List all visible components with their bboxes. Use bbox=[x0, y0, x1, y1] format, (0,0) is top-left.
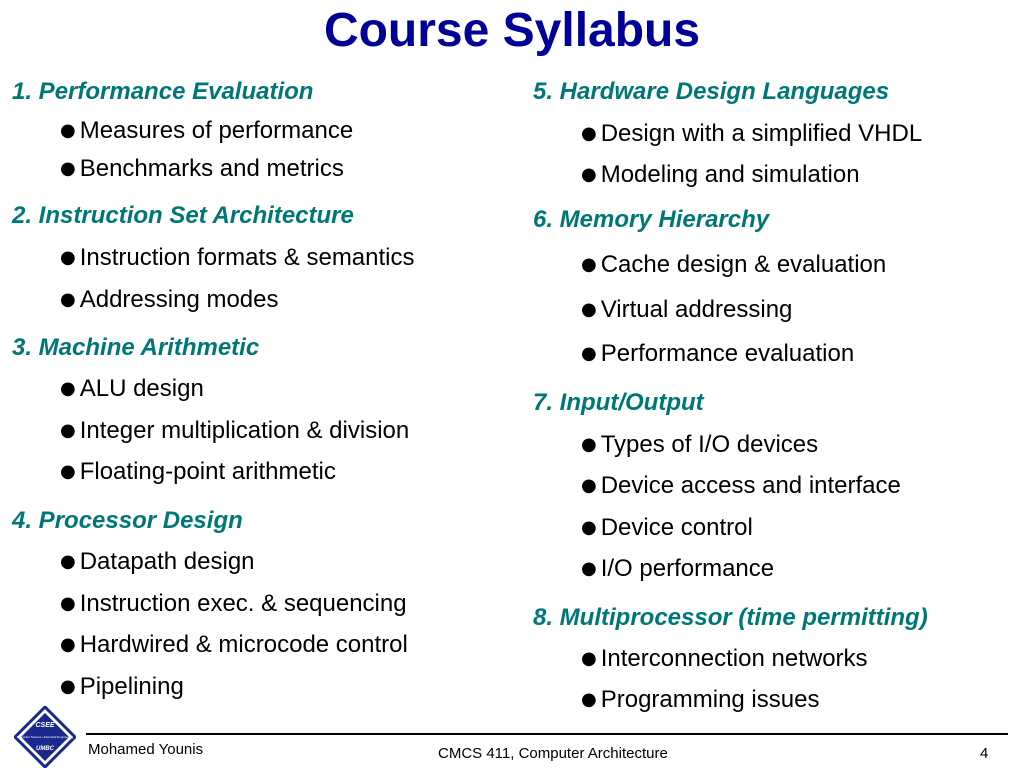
page-title: Course Syllabus bbox=[323, 4, 701, 57]
list-item: ● I/O performance bbox=[581, 555, 775, 582]
section-heading-5: 5. Hardware Design Languages bbox=[533, 78, 890, 105]
bullet-icon: ● bbox=[581, 123, 597, 144]
section-heading-6: 6. Memory Hierarchy bbox=[533, 206, 770, 233]
bullet-icon: ● bbox=[60, 378, 76, 399]
list-item: ● Programming issues bbox=[581, 686, 820, 713]
list-item: ● Virtual addressing bbox=[581, 296, 793, 323]
list-item: ● Modeling and simulation bbox=[581, 161, 860, 188]
footer-course: CMCS 411, Computer Architecture bbox=[438, 745, 668, 762]
bullet-icon: ● bbox=[60, 551, 76, 572]
svg-text:CSEE: CSEE bbox=[35, 722, 55, 729]
svg-text:Computer Science • Electrical: Computer Science • Electrical Engineering bbox=[16, 735, 74, 739]
bullet-icon: ● bbox=[60, 634, 76, 655]
bullet-icon: ● bbox=[60, 120, 76, 141]
bullet-icon: ● bbox=[581, 648, 597, 669]
list-item: ● Benchmarks and metrics bbox=[60, 155, 344, 182]
bullet-icon: ● bbox=[581, 517, 597, 538]
footer-divider bbox=[86, 733, 1008, 735]
list-item: ● Design with a simplified VHDL bbox=[581, 120, 923, 147]
list-item: ● Device control bbox=[581, 514, 753, 541]
bullet-icon: ● bbox=[581, 164, 597, 185]
section-heading-1: 1. Performance Evaluation bbox=[12, 78, 314, 105]
bullet-icon: ● bbox=[581, 343, 597, 364]
list-item: ● Instruction exec. & sequencing bbox=[60, 590, 407, 617]
bullet-icon: ● bbox=[581, 254, 597, 275]
bullet-icon: ● bbox=[60, 247, 76, 268]
section-heading-3: 3. Machine Arithmetic bbox=[12, 334, 260, 361]
bullet-icon: ● bbox=[581, 558, 597, 579]
umbc-csee-logo-icon bbox=[14, 706, 76, 768]
bullet-icon: ● bbox=[60, 461, 76, 482]
list-item: ● Floating-point arithmetic bbox=[60, 458, 336, 485]
list-item: ● Addressing modes bbox=[60, 286, 279, 313]
footer-author: Mohamed Younis bbox=[88, 741, 204, 758]
list-item: ● Device access and interface bbox=[581, 472, 901, 499]
list-item: ● Integer multiplication & division bbox=[60, 417, 410, 444]
list-item: ● Types of I/O devices bbox=[581, 431, 819, 458]
bullet-icon: ● bbox=[581, 475, 597, 496]
bullet-icon: ● bbox=[581, 299, 597, 320]
list-item: ● Cache design & evaluation bbox=[581, 251, 887, 278]
page-number: 4 bbox=[980, 745, 989, 762]
svg-text:UMBC: UMBC bbox=[36, 746, 54, 752]
list-item: ● Datapath design bbox=[60, 548, 255, 575]
list-item: ● Instruction formats & semantics bbox=[60, 244, 415, 271]
bullet-icon: ● bbox=[581, 434, 597, 455]
bullet-icon: ● bbox=[581, 689, 597, 710]
bullet-icon: ● bbox=[60, 593, 76, 614]
list-item: ● Pipelining bbox=[60, 673, 184, 700]
list-item: ● Interconnection networks bbox=[581, 645, 868, 672]
section-heading-7: 7. Input/Output bbox=[533, 389, 704, 416]
section-heading-4: 4. Processor Design bbox=[12, 507, 243, 534]
section-heading-2: 2. Instruction Set Architecture bbox=[12, 202, 354, 229]
list-item: ● ALU design bbox=[60, 375, 204, 402]
list-item: ● Hardwired & microcode control bbox=[60, 631, 408, 658]
section-heading-8: 8. Multiprocessor (time permitting) bbox=[533, 604, 928, 631]
list-item: ● Measures of performance bbox=[60, 117, 354, 144]
bullet-icon: ● bbox=[60, 420, 76, 441]
bullet-icon: ● bbox=[60, 289, 76, 310]
list-item: ● Performance evaluation bbox=[581, 340, 855, 367]
bullet-icon: ● bbox=[60, 676, 76, 697]
bullet-icon: ● bbox=[60, 158, 76, 179]
